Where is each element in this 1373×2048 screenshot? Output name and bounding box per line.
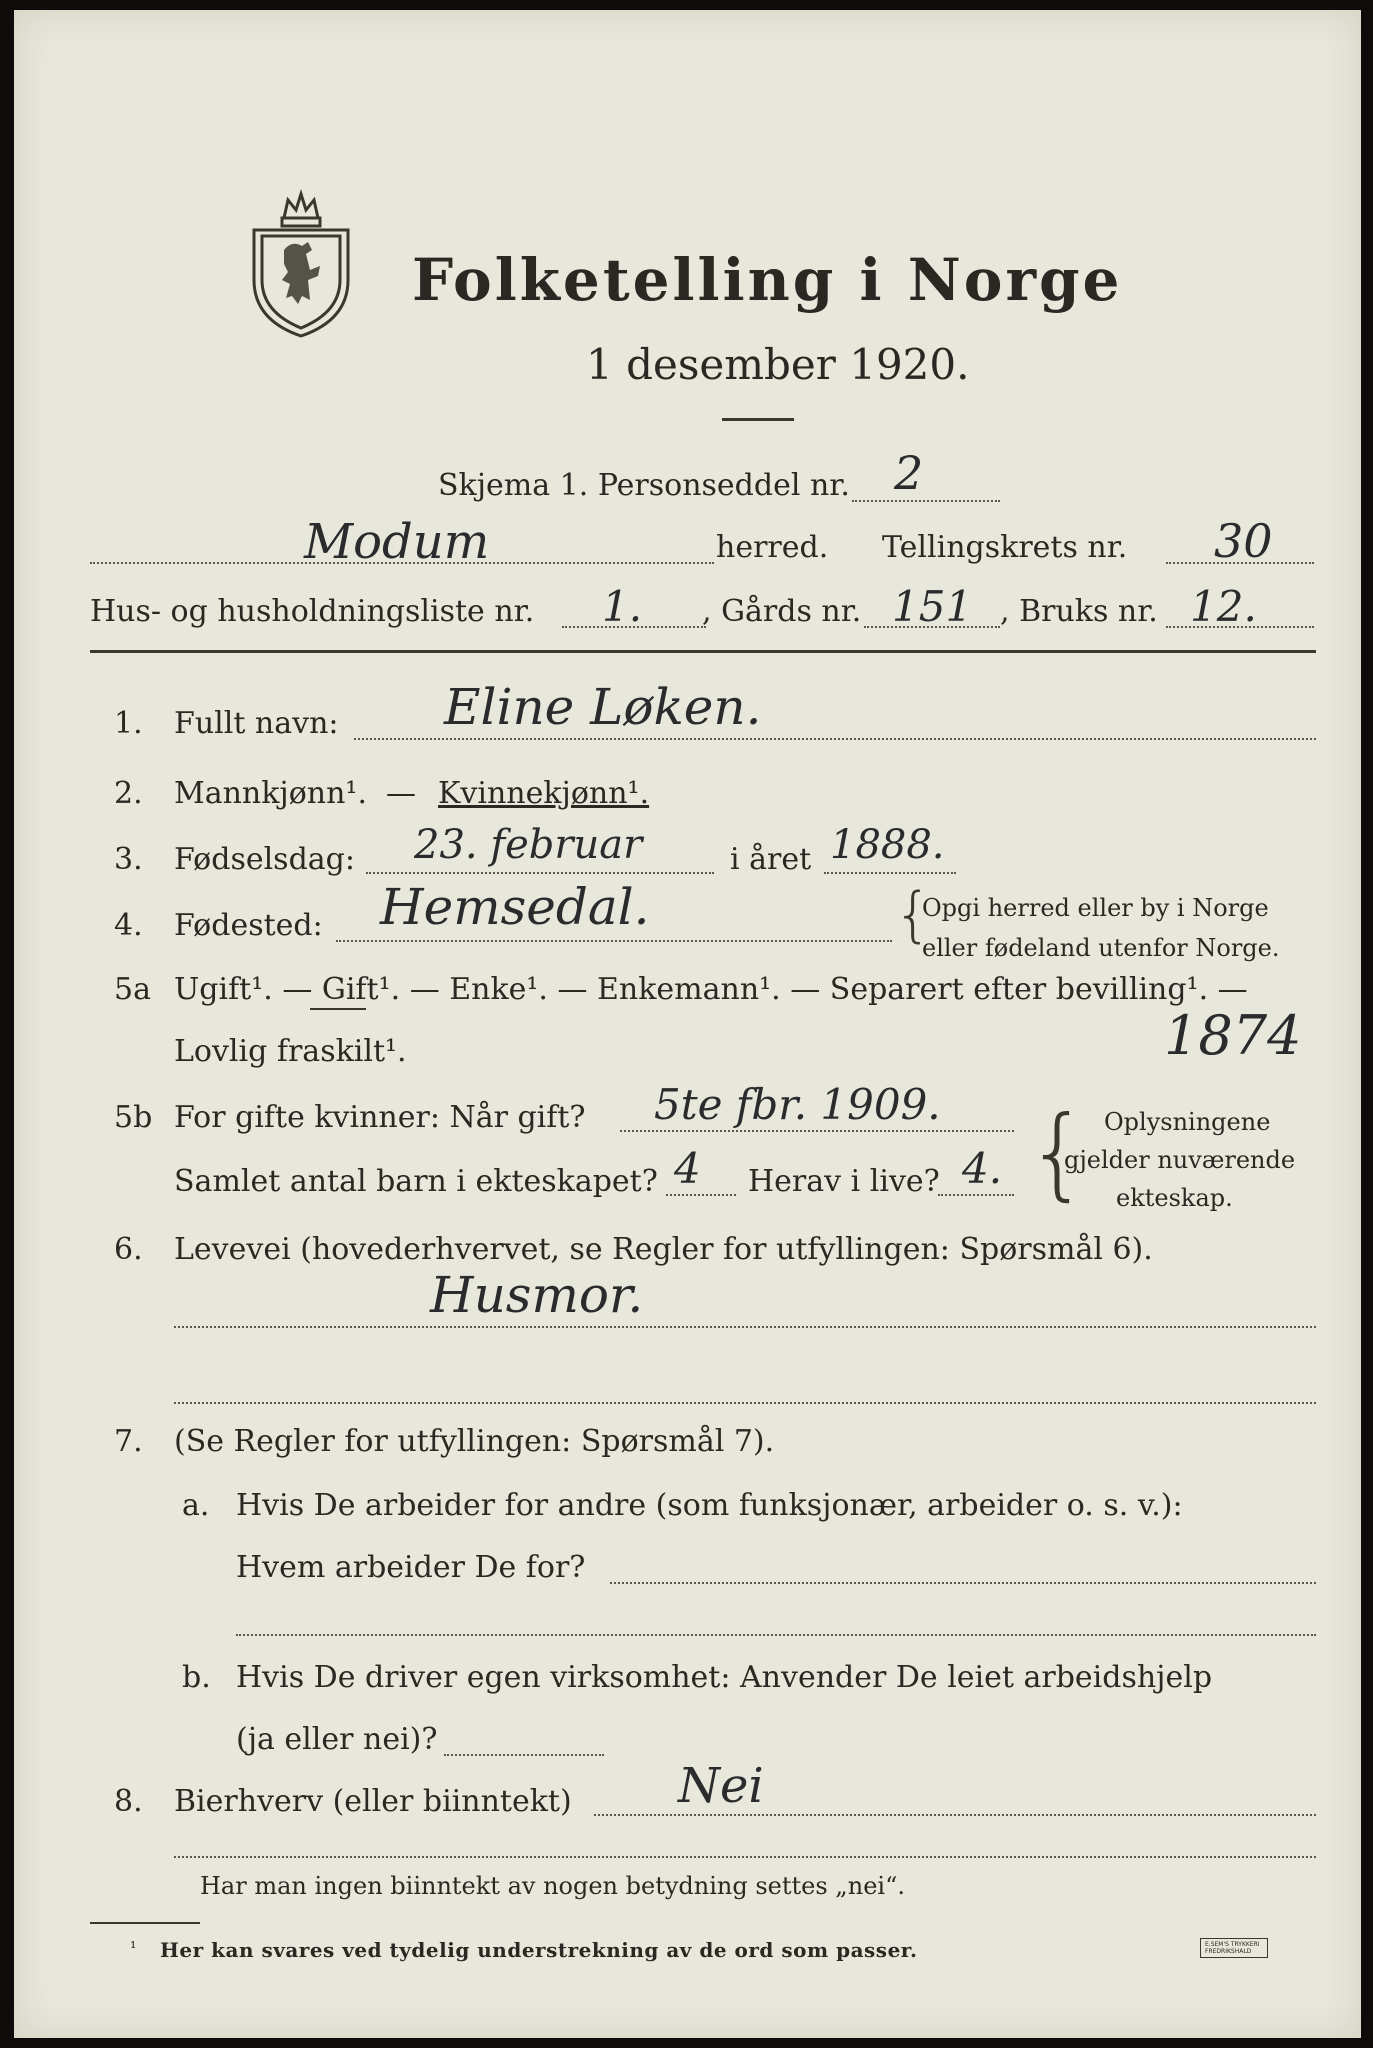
q4-note-line2: eller fødeland utenfor Norge. (922, 934, 1280, 962)
q8-dots-2 (174, 1856, 1316, 1858)
footnote-rule (90, 1922, 200, 1924)
q7b-number: b. (182, 1660, 211, 1695)
q4-number: 4. (114, 908, 143, 943)
title-divider (722, 418, 794, 421)
q5a-number: 5a (114, 972, 151, 1007)
q8-label: Bierhverv (eller biinntekt) (174, 1784, 572, 1819)
q5b-note-line1: Oplysningene (1104, 1108, 1271, 1136)
q5b-brace: { (1026, 1094, 1090, 1211)
printer-stamp: E.SEM'S TRYKKERI FREDRIKSHALD (1200, 1938, 1268, 1958)
schema-number: 2 (894, 446, 924, 500)
q7a-number: a. (182, 1488, 210, 1523)
q8-note: Har man ingen biinntekt av nogen betydning settes „nei“. (200, 1872, 905, 1900)
q8-side-income: Nei (678, 1758, 764, 1814)
q7b-answer-dots (444, 1754, 604, 1756)
q2-separator: — (386, 776, 416, 811)
q5a-gift-underline (310, 1008, 366, 1010)
q6-dots-1 (174, 1326, 1316, 1328)
census-date: 1 desember 1920. (586, 340, 970, 389)
q3-number: 3. (114, 842, 143, 877)
gards-label: , Gårds nr. (702, 594, 862, 629)
footnote-mark: ¹ (130, 1938, 137, 1957)
q1-dots (354, 738, 1316, 740)
q5b-alive-dots (938, 1194, 1014, 1196)
household-label: Hus- og husholdningsliste nr. (90, 594, 535, 629)
q5b-alive-count: 4. (962, 1144, 1003, 1193)
q5b-married-label: For gifte kvinner: Når gift? (174, 1100, 586, 1135)
household-value: 1. (602, 582, 643, 631)
q6-number: 6. (114, 1232, 143, 1267)
coat-of-arms-icon (246, 180, 356, 340)
district-label: Tellingskrets nr. (882, 530, 1128, 565)
q5b-alive-label: Herav i live? (748, 1164, 940, 1199)
form-title: Folketelling i Norge (412, 246, 1123, 314)
schema-dots (852, 500, 1000, 502)
bruks-value: 12. (1190, 582, 1257, 631)
bruks-label: , Bruks nr. (1000, 594, 1158, 629)
q5a-margin-note: 1874 (1164, 1004, 1302, 1067)
q8-dots-1 (594, 1814, 1316, 1816)
q3-birth-year: 1888. (830, 822, 945, 868)
q7b-question: Hvis De driver egen virksomhet: Anvender De leiet arbeidshjelp (236, 1660, 1213, 1695)
header-rule (90, 650, 1316, 653)
q2-male: Mannkjønn¹. (174, 776, 367, 811)
footnote-text: Her kan svares ved tydelig understrekning av de ord som passer. (160, 1938, 918, 1962)
schema-label: Skjema 1. Personseddel nr. (438, 468, 850, 503)
q5a-divorced-option: Lovlig fraskilt¹. (174, 1034, 407, 1069)
q4-note-line1: Opgi herred eller by i Norge (922, 894, 1269, 922)
q5b-children-count: 4 (674, 1144, 701, 1193)
q5b-note-line2: gjelder nuværende (1064, 1146, 1296, 1174)
q4-brace: { (894, 880, 933, 950)
q1-number: 1. (114, 706, 143, 741)
q4-birthplace: Hemsedal. (380, 878, 650, 936)
q8-number: 8. (114, 1784, 143, 1819)
municipality-value: Modum (304, 514, 490, 570)
gards-value: 151 (892, 582, 973, 631)
q5b-note-line3: ekteskap. (1116, 1184, 1233, 1212)
q3-year-label: i året (730, 842, 812, 877)
q1-full-name: Eline Løken. (444, 678, 762, 736)
q7a-question: Hvis De arbeider for andre (som funksjonær, arbeider o. s. v.): (236, 1488, 1183, 1523)
q4-dots (336, 940, 892, 942)
q7-number: 7. (114, 1424, 143, 1459)
q3-label: Fødselsdag: (174, 842, 355, 877)
q5b-married-dots (620, 1130, 1014, 1132)
q5a-marital-options: Ugift¹. — Gift¹. — Enke¹. — Enkemann¹. — Separert efter bevilling¹. — (174, 972, 1248, 1007)
q6-occupation: Husmor. (430, 1266, 644, 1324)
q7-label: (Se Regler for utfyllingen: Spørsmål 7). (174, 1424, 775, 1459)
q7b-answer-label: (ja eller nei)? (236, 1722, 438, 1757)
herred-label: herred. (716, 530, 829, 565)
q7a-employer-label: Hvem arbeider De for? (236, 1550, 586, 1585)
q3-date-dots (366, 872, 714, 874)
q1-label: Fullt navn: (174, 706, 339, 741)
q2-female-underlined: Kvinnekjønn¹. (438, 776, 650, 811)
q7a-dots-2 (236, 1634, 1316, 1636)
q3-birth-date: 23. februar (414, 822, 643, 868)
q5b-number: 5b (114, 1100, 153, 1135)
q5b-children-dots (666, 1194, 736, 1196)
q5b-married-date: 5te fbr. 1909. (654, 1080, 941, 1129)
q2-number: 2. (114, 776, 143, 811)
q5b-children-label: Samlet antal barn i ekteskapet? (174, 1164, 658, 1199)
q6-label: Levevei (hovederhvervet, se Regler for utfyllingen: Spørsmål 6). (174, 1232, 1153, 1267)
q4-label: Fødested: (174, 908, 323, 943)
q7a-employer-dots (610, 1582, 1316, 1584)
census-form (14, 10, 1361, 2038)
q3-year-dots (824, 872, 956, 874)
district-value: 30 (1214, 514, 1273, 568)
q6-dots-2 (174, 1402, 1316, 1404)
